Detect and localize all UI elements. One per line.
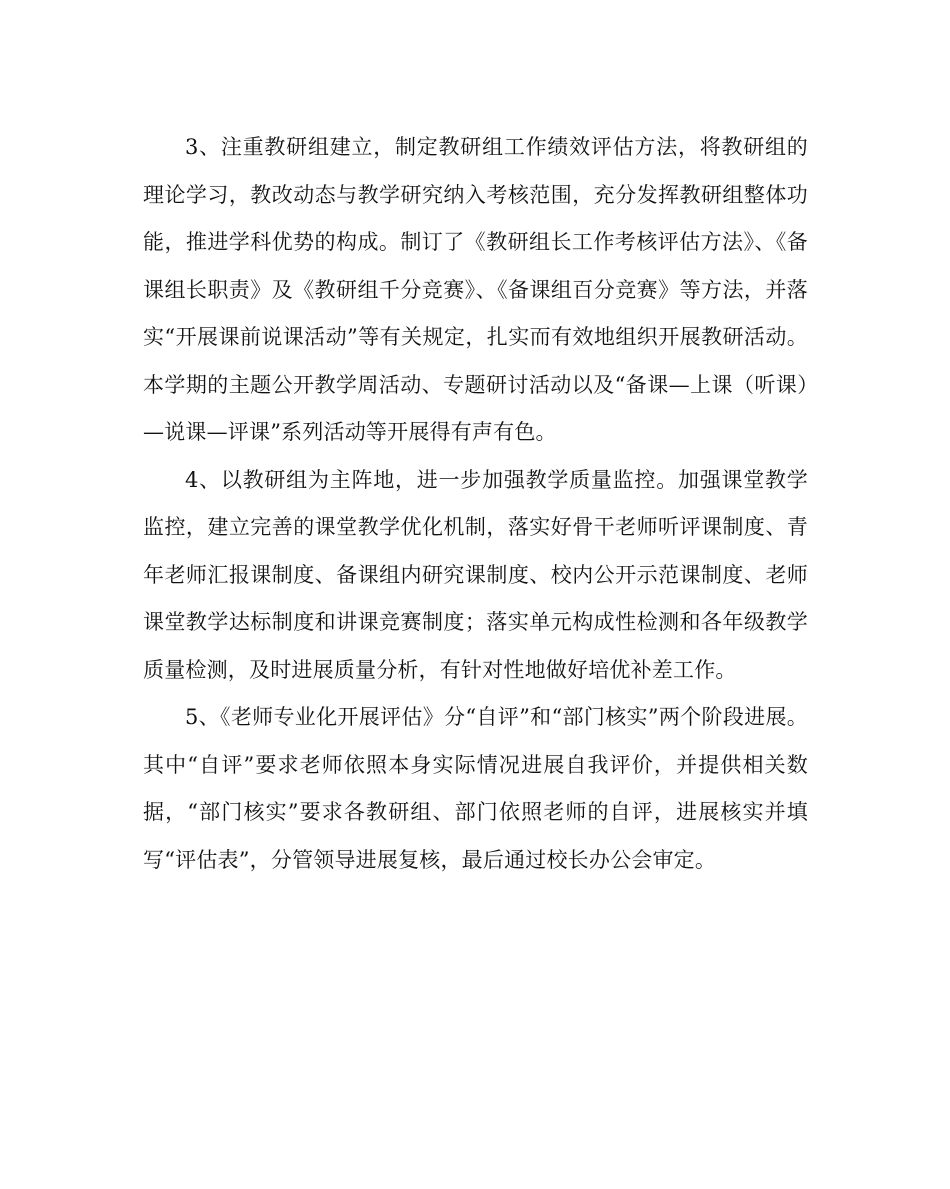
document-body <box>143 124 808 884</box>
paragraph-5: 5、《老师专业化开展评估》分“自评”和“部门核实”两个阶段进展。其中“自评”要求老师依照本身实际情况进展自我评价，并提供相关数据，“部门核实”要求各教研组、部门依照老师的自评，进展核实并填写“评估表”，分管领导进展复核，最后通过校长办公会审定。 <box>143 705 808 872</box>
paragraph-4: 4、以教研组为主阵地，进一步加强教学质量监控。加强课堂教学监控，建立完善的课堂教学优化机制，落实好骨干老师听评课制度、青年老师汇报课制度、备课组内研究课制度、校内公开示范课制度、老师课堂教学达标制度和讲课竞赛制度；落实单元构成性检测和各年级教学质量检测，及时进展质量分析，有针对性地做好培优补差工作。 <box>143 467 808 682</box>
paragraph-3: 3、注重教研组建立，制定教研组工作绩效评估方法，将教研组的理论学习，教改动态与教学研究纳入考核范围，充分发挥教研组整体功能，推进学科优势的构成。制订了《教研组长工作考核评估方法》、《备课组长职责》及《教研组千分竞赛》、《备课组百分竞赛》等方法，并落实“开展课前说课活动”等有关规定，扎实而有效地组织开展教研活动。本学期的主题公开教学周活动、专题研讨活动以及“备课—上课（听课）—说课—评课”系列活动等开展得有声有色。 <box>143 135 808 444</box>
